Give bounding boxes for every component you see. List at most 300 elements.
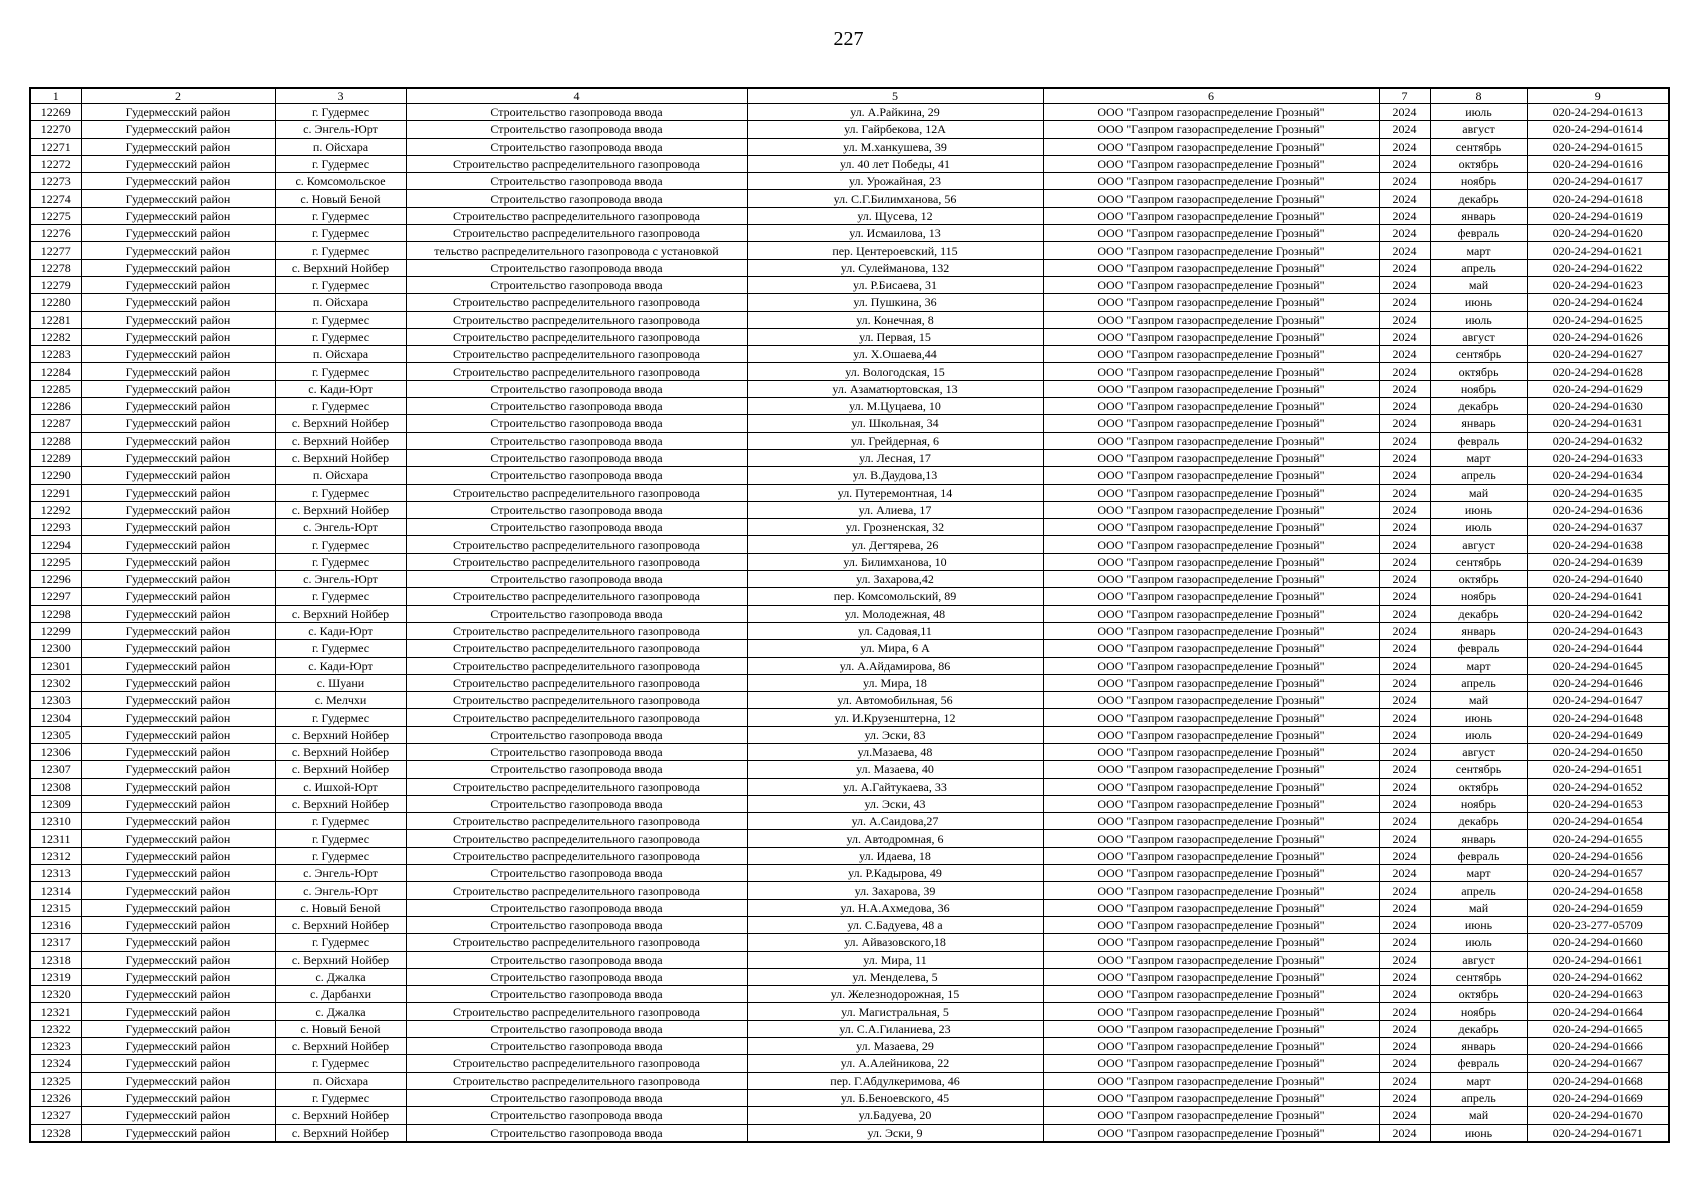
organization-cell: ООО "Газпром газораспределение Грозный" — [1043, 484, 1379, 501]
registration-number-cell: 020-24-294-01658 — [1527, 882, 1669, 899]
organization-cell: ООО "Газпром газораспределение Грозный" — [1043, 519, 1379, 536]
district-cell: Гудермесский район — [81, 346, 275, 363]
row-number-cell: 12272 — [30, 155, 81, 172]
address-cell: ул. 40 лет Победы, 41 — [747, 155, 1043, 172]
row-number-cell: 12305 — [30, 726, 81, 743]
table-row — [30, 830, 1669, 847]
district-cell: Гудермесский район — [81, 605, 275, 622]
address-cell: ул. Школьная, 34 — [747, 415, 1043, 432]
district-cell: Гудермесский район — [81, 484, 275, 501]
organization-cell: ООО "Газпром газораспределение Грозный" — [1043, 328, 1379, 345]
settlement-cell: п. Ойсхара — [275, 138, 406, 155]
settlement-cell: с. Верхний Нойбер — [275, 1124, 406, 1142]
month-cell: октябрь — [1430, 363, 1527, 380]
address-cell: ул. Щусева, 12 — [747, 207, 1043, 224]
row-number-cell: 12290 — [30, 467, 81, 484]
month-cell: октябрь — [1430, 778, 1527, 795]
settlement-cell: г. Гудермес — [275, 484, 406, 501]
work-type-cell: Строительство газопровода ввода — [406, 968, 747, 985]
year-cell: 2024 — [1379, 865, 1430, 882]
row-number-cell: 12277 — [30, 242, 81, 259]
work-type-cell: Строительство газопровода ввода — [406, 795, 747, 812]
organization-cell: ООО "Газпром газораспределение Грозный" — [1043, 847, 1379, 864]
registration-number-cell: 020-24-294-01671 — [1527, 1124, 1669, 1142]
table-row — [30, 640, 1669, 657]
row-number-cell: 12311 — [30, 830, 81, 847]
work-type-cell: Строительство распределительного газопровода — [406, 934, 747, 951]
column-number-3: 3 — [275, 88, 406, 104]
registration-number-cell: 020-24-294-01644 — [1527, 640, 1669, 657]
organization-cell: ООО "Газпром газораспределение Грозный" — [1043, 709, 1379, 726]
registration-number-cell: 020-24-294-01639 — [1527, 553, 1669, 570]
district-cell: Гудермесский район — [81, 622, 275, 639]
organization-cell: ООО "Газпром газораспределение Грозный" — [1043, 657, 1379, 674]
work-type-cell: Строительство распределительного газопровода — [406, 657, 747, 674]
row-number-cell: 12270 — [30, 121, 81, 138]
district-cell: Гудермесский район — [81, 692, 275, 709]
month-cell: декабрь — [1430, 1020, 1527, 1037]
settlement-cell: г. Гудермес — [275, 155, 406, 172]
address-cell: ул. С.Бадуева, 48 а — [747, 916, 1043, 933]
settlement-cell: с. Кади-Юрт — [275, 380, 406, 397]
registration-number-cell: 020-24-294-01629 — [1527, 380, 1669, 397]
work-type-cell: Строительство газопровода ввода — [406, 899, 747, 916]
register-table — [29, 87, 1670, 1143]
row-number-cell: 12297 — [30, 588, 81, 605]
row-number-cell: 12281 — [30, 311, 81, 328]
row-number-cell: 12326 — [30, 1089, 81, 1106]
row-number-cell: 12309 — [30, 795, 81, 812]
district-cell: Гудермесский район — [81, 242, 275, 259]
organization-cell: ООО "Газпром газораспределение Грозный" — [1043, 207, 1379, 224]
table-row — [30, 951, 1669, 968]
registration-number-cell: 020-24-294-01640 — [1527, 571, 1669, 588]
month-cell: январь — [1430, 207, 1527, 224]
work-type-cell: Строительство распределительного газопровода — [406, 813, 747, 830]
settlement-cell: с. Верхний Нойбер — [275, 501, 406, 518]
year-cell: 2024 — [1379, 449, 1430, 466]
registration-number-cell: 020-24-294-01622 — [1527, 259, 1669, 276]
settlement-cell: г. Гудермес — [275, 242, 406, 259]
organization-cell: ООО "Газпром газораспределение Грозный" — [1043, 276, 1379, 293]
registration-number-cell: 020-24-294-01620 — [1527, 225, 1669, 242]
table-row — [30, 605, 1669, 622]
district-cell: Гудермесский район — [81, 467, 275, 484]
address-cell: ул. Азаматюртовская, 13 — [747, 380, 1043, 397]
settlement-cell: с. Верхний Нойбер — [275, 415, 406, 432]
year-cell: 2024 — [1379, 276, 1430, 293]
address-cell: ул. Мира, 18 — [747, 674, 1043, 691]
year-cell: 2024 — [1379, 899, 1430, 916]
table-row — [30, 726, 1669, 743]
table-row — [30, 882, 1669, 899]
year-cell: 2024 — [1379, 173, 1430, 190]
settlement-cell: с. Верхний Нойбер — [275, 449, 406, 466]
work-type-cell: Строительство распределительного газопровода — [406, 553, 747, 570]
address-cell: ул. Автодромная, 6 — [747, 830, 1043, 847]
district-cell: Гудермесский район — [81, 1038, 275, 1055]
month-cell: декабрь — [1430, 605, 1527, 622]
district-cell: Гудермесский район — [81, 1020, 275, 1037]
row-number-cell: 12301 — [30, 657, 81, 674]
settlement-cell: г. Гудермес — [275, 709, 406, 726]
registration-number-cell: 020-24-294-01651 — [1527, 761, 1669, 778]
address-cell: ул. Р.Кадырова, 49 — [747, 865, 1043, 882]
row-number-cell: 12310 — [30, 813, 81, 830]
registration-number-cell: 020-24-294-01632 — [1527, 432, 1669, 449]
address-cell: ул. Менделева, 5 — [747, 968, 1043, 985]
month-cell: ноябрь — [1430, 588, 1527, 605]
row-number-cell: 12298 — [30, 605, 81, 622]
settlement-cell: г. Гудермес — [275, 398, 406, 415]
registration-number-cell: 020-24-294-01631 — [1527, 415, 1669, 432]
year-cell: 2024 — [1379, 743, 1430, 760]
district-cell: Гудермесский район — [81, 951, 275, 968]
month-cell: июнь — [1430, 294, 1527, 311]
year-cell: 2024 — [1379, 536, 1430, 553]
address-cell: ул. М.Цуцаева, 10 — [747, 398, 1043, 415]
address-cell: ул. Х.Ошаева,44 — [747, 346, 1043, 363]
district-cell: Гудермесский район — [81, 1124, 275, 1142]
row-number-cell: 12324 — [30, 1055, 81, 1072]
registration-number-cell: 020-24-294-01636 — [1527, 501, 1669, 518]
district-cell: Гудермесский район — [81, 899, 275, 916]
district-cell: Гудермесский район — [81, 519, 275, 536]
settlement-cell: с. Энгель-Юрт — [275, 121, 406, 138]
month-cell: март — [1430, 657, 1527, 674]
work-type-cell: Строительство распределительного газопровода — [406, 484, 747, 501]
table-row — [30, 311, 1669, 328]
work-type-cell: Строительство газопровода ввода — [406, 605, 747, 622]
table-row — [30, 294, 1669, 311]
row-number-cell: 12293 — [30, 519, 81, 536]
month-cell: июнь — [1430, 1124, 1527, 1142]
month-cell: ноябрь — [1430, 173, 1527, 190]
table-row — [30, 674, 1669, 691]
settlement-cell: с. Верхний Нойбер — [275, 916, 406, 933]
work-type-cell: Строительство распределительного газопровода — [406, 1003, 747, 1020]
table-row — [30, 1124, 1669, 1142]
row-number-cell: 12315 — [30, 899, 81, 916]
settlement-cell: с. Джалка — [275, 968, 406, 985]
district-cell: Гудермесский район — [81, 571, 275, 588]
address-cell: ул. Вологодская, 15 — [747, 363, 1043, 380]
district-cell: Гудермесский район — [81, 328, 275, 345]
month-cell: август — [1430, 951, 1527, 968]
address-cell: ул. И.Крузенштерна, 12 — [747, 709, 1043, 726]
year-cell: 2024 — [1379, 1089, 1430, 1106]
month-cell: май — [1430, 276, 1527, 293]
registration-number-cell: 020-24-294-01657 — [1527, 865, 1669, 882]
table-row — [30, 1020, 1669, 1037]
table-row — [30, 363, 1669, 380]
registration-number-cell: 020-24-294-01649 — [1527, 726, 1669, 743]
address-cell: ул. А.Саидова,27 — [747, 813, 1043, 830]
registration-number-cell: 020-24-294-01617 — [1527, 173, 1669, 190]
month-cell: июль — [1430, 311, 1527, 328]
settlement-cell: с. Верхний Нойбер — [275, 726, 406, 743]
row-number-cell: 12286 — [30, 398, 81, 415]
registration-number-cell: 020-24-294-01659 — [1527, 899, 1669, 916]
address-cell: ул. Алиева, 17 — [747, 501, 1043, 518]
year-cell: 2024 — [1379, 553, 1430, 570]
work-type-cell: Строительство газопровода ввода — [406, 173, 747, 190]
year-cell: 2024 — [1379, 155, 1430, 172]
work-type-cell: Строительство распределительного газопровода — [406, 294, 747, 311]
settlement-cell: с. Новый Беной — [275, 1020, 406, 1037]
year-cell: 2024 — [1379, 622, 1430, 639]
work-type-cell: Строительство газопровода ввода — [406, 1038, 747, 1055]
year-cell: 2024 — [1379, 692, 1430, 709]
address-cell: ул. Пушкина, 36 — [747, 294, 1043, 311]
registration-number-cell: 020-24-294-01614 — [1527, 121, 1669, 138]
registration-number-cell: 020-24-294-01656 — [1527, 847, 1669, 864]
settlement-cell: п. Ойсхара — [275, 294, 406, 311]
row-number-cell: 12318 — [30, 951, 81, 968]
table-row — [30, 1089, 1669, 1106]
registration-number-cell: 020-24-294-01665 — [1527, 1020, 1669, 1037]
registration-number-cell: 020-24-294-01634 — [1527, 467, 1669, 484]
registration-number-cell: 020-24-294-01648 — [1527, 709, 1669, 726]
table-row — [30, 899, 1669, 916]
month-cell: январь — [1430, 415, 1527, 432]
settlement-cell: с. Энгель-Юрт — [275, 519, 406, 536]
work-type-cell: Строительство распределительного газопровода — [406, 536, 747, 553]
registration-number-cell: 020-24-294-01667 — [1527, 1055, 1669, 1072]
address-cell: ул. Эски, 9 — [747, 1124, 1043, 1142]
organization-cell: ООО "Газпром газораспределение Грозный" — [1043, 571, 1379, 588]
year-cell: 2024 — [1379, 847, 1430, 864]
table-row — [30, 207, 1669, 224]
district-cell: Гудермесский район — [81, 155, 275, 172]
address-cell: ул. Эски, 43 — [747, 795, 1043, 812]
year-cell: 2024 — [1379, 605, 1430, 622]
organization-cell: ООО "Газпром газораспределение Грозный" — [1043, 865, 1379, 882]
settlement-cell: г. Гудермес — [275, 328, 406, 345]
address-cell: ул. Б.Беноевского, 45 — [747, 1089, 1043, 1106]
settlement-cell: с. Верхний Нойбер — [275, 605, 406, 622]
table-row — [30, 415, 1669, 432]
month-cell: май — [1430, 899, 1527, 916]
row-number-cell: 12320 — [30, 986, 81, 1003]
row-number-cell: 12302 — [30, 674, 81, 691]
table-row — [30, 934, 1669, 951]
row-number-cell: 12276 — [30, 225, 81, 242]
register-body — [30, 88, 1669, 1142]
organization-cell: ООО "Газпром газораспределение Грозный" — [1043, 640, 1379, 657]
table-row — [30, 380, 1669, 397]
year-cell: 2024 — [1379, 380, 1430, 397]
work-type-cell: Строительство распределительного газопровода — [406, 311, 747, 328]
table-row — [30, 398, 1669, 415]
settlement-cell: г. Гудермес — [275, 225, 406, 242]
year-cell: 2024 — [1379, 1003, 1430, 1020]
organization-cell: ООО "Газпром газораспределение Грозный" — [1043, 501, 1379, 518]
year-cell: 2024 — [1379, 761, 1430, 778]
table-row — [30, 709, 1669, 726]
table-row — [30, 916, 1669, 933]
year-cell: 2024 — [1379, 207, 1430, 224]
month-cell: март — [1430, 865, 1527, 882]
district-cell: Гудермесский район — [81, 674, 275, 691]
registration-number-cell: 020-24-294-01630 — [1527, 398, 1669, 415]
registration-number-cell: 020-24-294-01616 — [1527, 155, 1669, 172]
district-cell: Гудермесский район — [81, 432, 275, 449]
organization-cell: ООО "Газпром газораспределение Грозный" — [1043, 605, 1379, 622]
registration-number-cell: 020-24-294-01662 — [1527, 968, 1669, 985]
month-cell: июль — [1430, 934, 1527, 951]
district-cell: Гудермесский район — [81, 449, 275, 466]
work-type-cell: Строительство распределительного газопровода — [406, 346, 747, 363]
month-cell: июль — [1430, 519, 1527, 536]
registration-number-cell: 020-24-294-01621 — [1527, 242, 1669, 259]
organization-cell: ООО "Газпром газораспределение Грозный" — [1043, 415, 1379, 432]
registration-number-cell: 020-24-294-01641 — [1527, 588, 1669, 605]
settlement-cell: г. Гудермес — [275, 588, 406, 605]
district-cell: Гудермесский район — [81, 501, 275, 518]
organization-cell: ООО "Газпром газораспределение Грозный" — [1043, 121, 1379, 138]
work-type-cell: Строительство газопровода ввода — [406, 121, 747, 138]
month-cell: ноябрь — [1430, 795, 1527, 812]
table-row — [30, 225, 1669, 242]
settlement-cell: с. Верхний Нойбер — [275, 743, 406, 760]
year-cell: 2024 — [1379, 432, 1430, 449]
registration-number-cell: 020-24-294-01647 — [1527, 692, 1669, 709]
organization-cell: ООО "Газпром газораспределение Грозный" — [1043, 830, 1379, 847]
district-cell: Гудермесский район — [81, 259, 275, 276]
address-cell: ул. Грейдерная, 6 — [747, 432, 1043, 449]
registration-number-cell: 020-24-294-01668 — [1527, 1072, 1669, 1089]
year-cell: 2024 — [1379, 1124, 1430, 1142]
year-cell: 2024 — [1379, 415, 1430, 432]
column-number-9: 9 — [1527, 88, 1669, 104]
month-cell: февраль — [1430, 432, 1527, 449]
month-cell: март — [1430, 1072, 1527, 1089]
year-cell: 2024 — [1379, 484, 1430, 501]
table-row — [30, 519, 1669, 536]
organization-cell: ООО "Газпром газораспределение Грозный" — [1043, 155, 1379, 172]
month-cell: октябрь — [1430, 571, 1527, 588]
organization-cell: ООО "Газпром газораспределение Грозный" — [1043, 692, 1379, 709]
year-cell: 2024 — [1379, 709, 1430, 726]
settlement-cell: п. Ойсхара — [275, 467, 406, 484]
year-cell: 2024 — [1379, 640, 1430, 657]
address-cell: ул.Бадуева, 20 — [747, 1107, 1043, 1124]
table-row — [30, 190, 1669, 207]
month-cell: февраль — [1430, 1055, 1527, 1072]
settlement-cell: с. Мелчхи — [275, 692, 406, 709]
year-cell: 2024 — [1379, 1038, 1430, 1055]
organization-cell: ООО "Газпром газораспределение Грозный" — [1043, 104, 1379, 121]
table-row — [30, 155, 1669, 172]
district-cell: Гудермесский район — [81, 294, 275, 311]
settlement-cell: г. Гудермес — [275, 311, 406, 328]
year-cell: 2024 — [1379, 121, 1430, 138]
month-cell: апрель — [1430, 259, 1527, 276]
work-type-cell: Строительство распределительного газопровода — [406, 155, 747, 172]
row-number-cell: 12299 — [30, 622, 81, 639]
table-row — [30, 259, 1669, 276]
year-cell: 2024 — [1379, 571, 1430, 588]
table-row — [30, 484, 1669, 501]
organization-cell: ООО "Газпром газораспределение Грозный" — [1043, 242, 1379, 259]
organization-cell: ООО "Газпром газораспределение Грозный" — [1043, 899, 1379, 916]
district-cell: Гудермесский район — [81, 190, 275, 207]
organization-cell: ООО "Газпром газораспределение Грозный" — [1043, 294, 1379, 311]
year-cell: 2024 — [1379, 311, 1430, 328]
registration-number-cell: 020-24-294-01666 — [1527, 1038, 1669, 1055]
address-cell: ул. Захарова,42 — [747, 571, 1043, 588]
district-cell: Гудермесский район — [81, 1072, 275, 1089]
registration-number-cell: 020-24-294-01627 — [1527, 346, 1669, 363]
address-cell: ул. Конечная, 8 — [747, 311, 1043, 328]
organization-cell: ООО "Газпром газораспределение Грозный" — [1043, 986, 1379, 1003]
table-row — [30, 847, 1669, 864]
work-type-cell: Строительство газопровода ввода — [406, 501, 747, 518]
work-type-cell: Строительство газопровода ввода — [406, 138, 747, 155]
row-number-cell: 12308 — [30, 778, 81, 795]
registration-number-cell: 020-24-294-01624 — [1527, 294, 1669, 311]
work-type-cell: Строительство распределительного газопровода — [406, 882, 747, 899]
organization-cell: ООО "Газпром газораспределение Грозный" — [1043, 553, 1379, 570]
table-row — [30, 813, 1669, 830]
address-cell: ул.Мазаева, 48 — [747, 743, 1043, 760]
address-cell: ул. Лесная, 17 — [747, 449, 1043, 466]
settlement-cell: с. Кади-Юрт — [275, 657, 406, 674]
address-cell: ул. Исмаилова, 13 — [747, 225, 1043, 242]
year-cell: 2024 — [1379, 104, 1430, 121]
year-cell: 2024 — [1379, 346, 1430, 363]
row-number-cell: 12283 — [30, 346, 81, 363]
address-cell: ул. Грозненская, 32 — [747, 519, 1043, 536]
work-type-cell: Строительство газопровода ввода — [406, 1107, 747, 1124]
district-cell: Гудермесский район — [81, 121, 275, 138]
address-cell: ул. Мазаева, 29 — [747, 1038, 1043, 1055]
page-number: 227 — [833, 28, 864, 50]
district-cell: Гудермесский район — [81, 415, 275, 432]
month-cell: сентябрь — [1430, 761, 1527, 778]
row-number-cell: 12323 — [30, 1038, 81, 1055]
organization-cell: ООО "Газпром газораспределение Грозный" — [1043, 968, 1379, 985]
address-cell: ул. Урожайная, 23 — [747, 173, 1043, 190]
district-cell: Гудермесский район — [81, 709, 275, 726]
year-cell: 2024 — [1379, 674, 1430, 691]
row-number-cell: 12313 — [30, 865, 81, 882]
row-number-cell: 12280 — [30, 294, 81, 311]
work-type-cell: Строительство распределительного газопровода — [406, 363, 747, 380]
settlement-cell: с. Энгель-Юрт — [275, 865, 406, 882]
district-cell: Гудермесский район — [81, 813, 275, 830]
district-cell: Гудермесский район — [81, 207, 275, 224]
organization-cell: ООО "Газпром газораспределение Грозный" — [1043, 346, 1379, 363]
year-cell: 2024 — [1379, 242, 1430, 259]
district-cell: Гудермесский район — [81, 138, 275, 155]
registration-number-cell: 020-24-294-01625 — [1527, 311, 1669, 328]
organization-cell: ООО "Газпром газораспределение Грозный" — [1043, 882, 1379, 899]
registration-number-cell: 020-24-294-01670 — [1527, 1107, 1669, 1124]
year-cell: 2024 — [1379, 968, 1430, 985]
month-cell: октябрь — [1430, 986, 1527, 1003]
work-type-cell: Строительство распределительного газопровода — [406, 588, 747, 605]
year-cell: 2024 — [1379, 813, 1430, 830]
work-type-cell: Строительство распределительного газопровода — [406, 709, 747, 726]
settlement-cell: г. Гудермес — [275, 1089, 406, 1106]
address-cell: ул. Мира, 11 — [747, 951, 1043, 968]
address-cell: ул. Железнодорожная, 15 — [747, 986, 1043, 1003]
registration-number-cell: 020-24-294-01652 — [1527, 778, 1669, 795]
registration-number-cell: 020-24-294-01645 — [1527, 657, 1669, 674]
organization-cell: ООО "Газпром газораспределение Грозный" — [1043, 934, 1379, 951]
